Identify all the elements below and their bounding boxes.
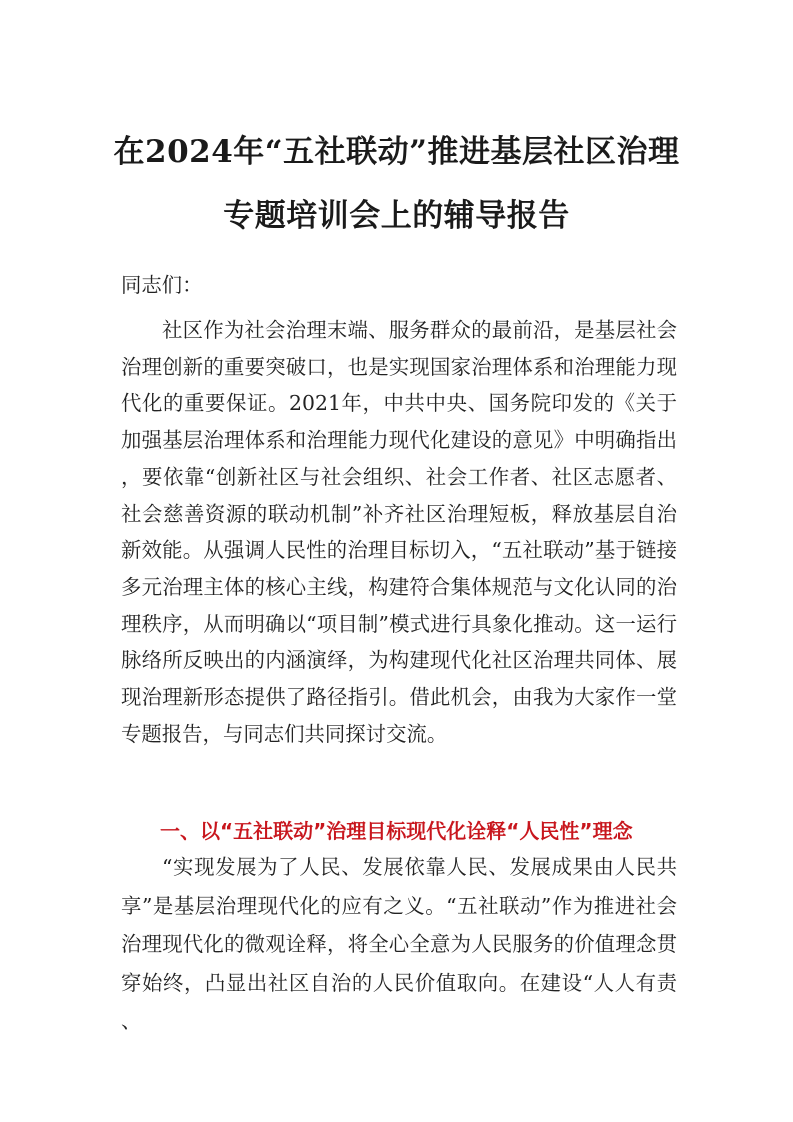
- document-title-line-2: 专题培训会上的辅导报告: [223, 198, 570, 234]
- salutation: 同志们：: [121, 273, 203, 297]
- document-title-line-1: 在2024年“五社联动”推进基层社区治理: [113, 134, 680, 170]
- section-heading-1: 一、以“五社联动”治理目标现代化诠释“人民性”理念: [160, 819, 633, 843]
- paragraph-section-1: “实现发展为了人民、发展依靠人民、发展成果由人民共享”是基层治理现代化的应有之义。“五社联动”作为推进社会治理现代化的微观诠释，将全心全意为人民服务的价值理念贯穿始终，凸显出社区自治的人民价值取向。在建设“人人有责、: [121, 855, 677, 1033]
- paragraph-intro: 社区作为社会治理末端、服务群众的最前沿，是基层社会治理创新的重要突破口，也是实现国家治理体系和治理能力现代化的重要保证。2021年，中共中央、国务院印发的《关于加强基层治理体系和治理能力现代化建设的意见》中明确指出，要依靠“创新社区与社会组织、社会工作者、社区志愿者、社会慈善资源的联动机制”补齐社区治理短板，释放基层自治新效能。从强调人民性的治理目标切入，“五社联动”基于链接多元治理主体的核心主线，构建符合集体规范与文化认同的治理秩序，从而明确以“项目制”模式进行具象化推动。这一运行脉络所反映出的内涵演绎，为构建现代化社区治理共同体、展现治理新形态提供了路径指引。借此机会，由我为大家作一堂专题报告，与同志们共同探讨交流。: [121, 318, 677, 746]
